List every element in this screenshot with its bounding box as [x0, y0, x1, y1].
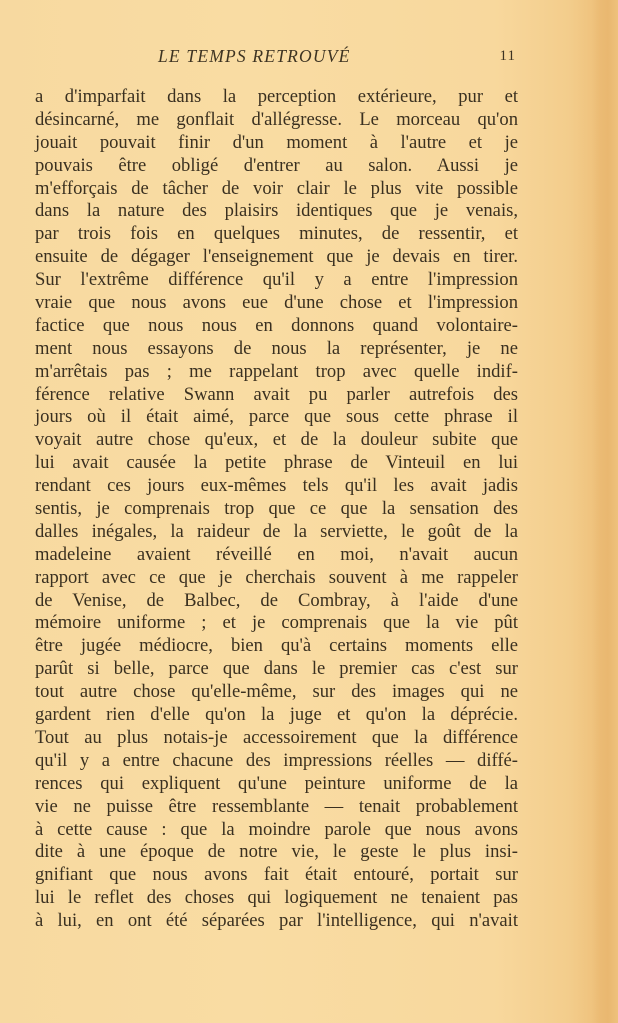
- text-line: dite à une époque de notre vie, le geste le plus insi-: [35, 841, 518, 863]
- text-line: ment nous essayons de nous la représenter, je ne: [35, 337, 518, 359]
- text-line: rences qui expliquent qu'une peinture uniforme de la: [35, 772, 518, 794]
- text-line: par trois fois en quelques minutes, de ressentir, et: [35, 223, 518, 245]
- text-line: être jugée médiocre, bien qu'à certains moments elle: [35, 635, 518, 657]
- text-line: qu'il y a entre chacune des impressions réelles — diffé-: [35, 749, 518, 771]
- text-line: férence relative Swann avait pu parler autrefois des: [35, 383, 518, 405]
- text-line: désincarné, me gonflait d'allégresse. Le morceau qu'on: [35, 108, 518, 130]
- text-line: gnifiant que nous avons fait était entouré, portait sur: [35, 864, 518, 886]
- running-title: LE TEMPS RETROUVÉ: [158, 46, 351, 66]
- text-line: ensuite de dégager l'enseignement que je devais en tirer.: [35, 246, 518, 268]
- text-line: vie ne puisse être ressemblante — tenait probablement: [35, 795, 518, 817]
- text-line: à lui, en ont été séparées par l'intelligence, qui n'avait: [35, 910, 518, 932]
- text-line: parût si belle, parce que dans le premier cas c'est sur: [35, 658, 518, 680]
- text-line: rapport avec ce que je cherchais souvent à me rappeler: [35, 566, 518, 588]
- text-line: dalles inégales, la raideur de la serviette, le goût de la: [35, 520, 518, 542]
- text-line: m'arrêtais pas ; me rappelant trop avec quelle indif-: [35, 360, 518, 382]
- running-header: [35, 46, 518, 68]
- text-line: pouvais être obligé d'entrer au salon. Aussi je: [35, 154, 518, 176]
- page-edge-shadow: [592, 0, 618, 1023]
- text-line: à cette cause : que la moindre parole que nous avons: [35, 818, 518, 840]
- text-line: de Venise, de Balbec, de Combray, à l'aide d'une: [35, 589, 518, 611]
- text-line: Sur l'extrême différence qu'il y a entre l'impression: [35, 269, 518, 291]
- text-line: voyait autre chose qu'eux, et de la douleur subite que: [35, 429, 518, 451]
- text-line: lui le reflet des choses qui logiquement ne tenaient pas: [35, 887, 519, 909]
- text-line: jouait pouvait finir d'un moment à l'autre et je: [35, 131, 518, 153]
- text-line: gardent rien d'elle qu'on la juge et qu'on la déprécie.: [35, 704, 519, 726]
- text-line: madeleine avaient réveillé en moi, n'avait aucun: [35, 543, 518, 565]
- text-line: mémoire uniforme ; et je comprenais que la vie pût: [35, 612, 518, 634]
- page-number: 11: [499, 48, 516, 64]
- text-line: factice que nous nous en donnons quand volontaire-: [35, 314, 518, 336]
- text-line: tout autre chose qu'elle-même, sur des images qui ne: [35, 681, 518, 703]
- body-text: [35, 86, 518, 933]
- text-line: sentis, je comprenais trop que ce que la sensation des: [35, 498, 518, 520]
- text-line: a d'imparfait dans la perception extérieure, pur et: [35, 86, 518, 107]
- text-line: rendant ces jours eux-mêmes tels qu'il les avait jadis: [35, 475, 518, 497]
- text-line: Tout au plus notais-je accessoirement que la différence: [35, 726, 518, 748]
- text-line: m'efforçais de tâcher de voir clair le plus vite possible: [35, 177, 518, 199]
- text-line: jours où il était aimé, parce que sous cette phrase il: [35, 406, 518, 428]
- text-line: dans la nature des plaisirs identiques que je venais,: [35, 200, 518, 222]
- text-line: vraie que nous avons eue d'une chose et l'impression: [35, 292, 518, 314]
- text-line: lui avait causée la petite phrase de Vinteuil en lui: [35, 452, 518, 474]
